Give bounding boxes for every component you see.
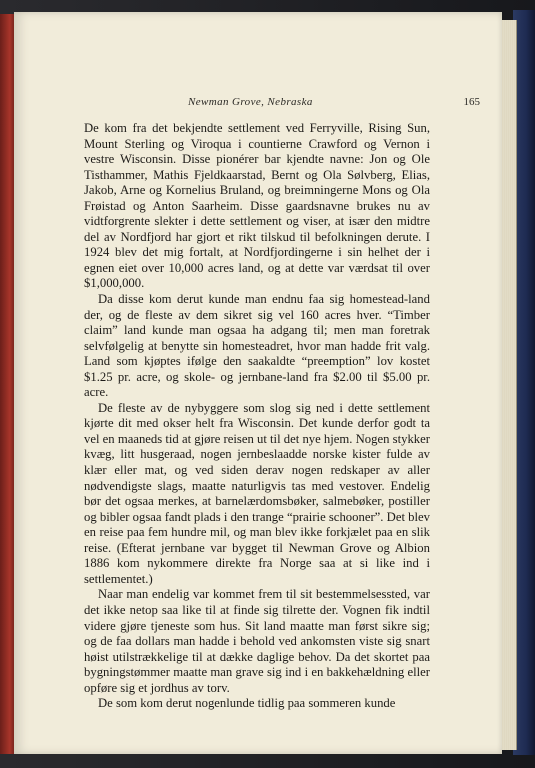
body-text [84, 121, 430, 712]
paragraph: Da disse kom derut kunde man endnu faa sig homestead-land der, og de fleste av dem sikret sig vel 160 acres hver. “Timber claim” land kunde man ogsaa ha adgang til; men man foretrak selvfølgelig at benytte sin homesteadret, hvor man hadde frit valg. Land som kjøptes ifølge den saakaldte “preemption” lov kostet $1.25 pr. acre, og skole- og jernbane-land fra $2.00 til $5.00 pr. acre. [84, 292, 430, 400]
page-number: 165 [463, 96, 480, 108]
paragraph: De som kom derut nogenlunde tidlig paa sommeren kunde [98, 696, 396, 711]
running-title: Newman Grove, Nebraska [188, 96, 313, 108]
paragraph: De fleste av de nybyggere som slog sig ned i dette settlement kjørte dit med okser helt fra Wisconsin. Det kunde derfor godt ta vel en maaneds tid at gjøre reisen ut til det nye hjem. Nogen stykker kvæg, litt husgeraad, nogen jernbeslaadde norske kister fulde av klær eller mat, og ved siden derav nogen redskaper av aller nødvendigste slags, maatte naturligvis tas med vestover. Endelig bør det ogsaa merkes, at barnelærdomsbøker, salmebøker, postiller og bibler ogsaa fandt plads i den trange “prairie schooner”. Det blev en reise paa fem hundre mil, og man blev ikke forkjælet paa en slik reise. (Efterat jernbane var bygget til Newman Grove og Albion 1886 kom nykommere direkte fra Norge saa at si like ind i settlementet.) [84, 400, 430, 586]
running-head [84, 96, 480, 112]
paragraph: De kom fra det bekjendte settlement ved Ferryville, Rising Sun, Mount Sterling og Viroqua i countierne Crawford og Vernon i vestre Wisconsin. Disse pionérer bar kjendte navne: Jon og Ole Tisthammer, Mathis Fjeldkaarstad, Bernt og Ola Sølvberg, Elias, Jakob, Arne og Kornelius Bruland, og breimningerne Mons og Ola Frøistad og Anton Saarheim. Disse gaardsnavne brukes nu av vidtforgrente slekter i dette settlement og viser, at især den midtre del av Nordfjord har gjort et rikt tilskud til befolkningen derute. I 1924 blev det mig fortalt, at Nordfjordingerne i sin helhet der i egnen eiet over 10,000 acres land, og at dette var værdsat til over $1,000,000. [84, 121, 430, 291]
facing-page-edge [0, 14, 14, 754]
paragraph: Naar man endelig var kommet frem til sit bestemmelsessted, var det ikke netop saa like til at finde sig tilrette der. Vognen fik indtil videre gjøre tjeneste som hus. Sit land maatte man først sikre sig; og de faa dollars man hadde i behold ved ankomsten viste sig snart høist utilstrækkelige til at dække daglige behov. Da det skortet paa bygningstømmer maatte man grave sig ind i en bakkehældning eller opføre sig et jordhus av torv. [84, 587, 430, 695]
